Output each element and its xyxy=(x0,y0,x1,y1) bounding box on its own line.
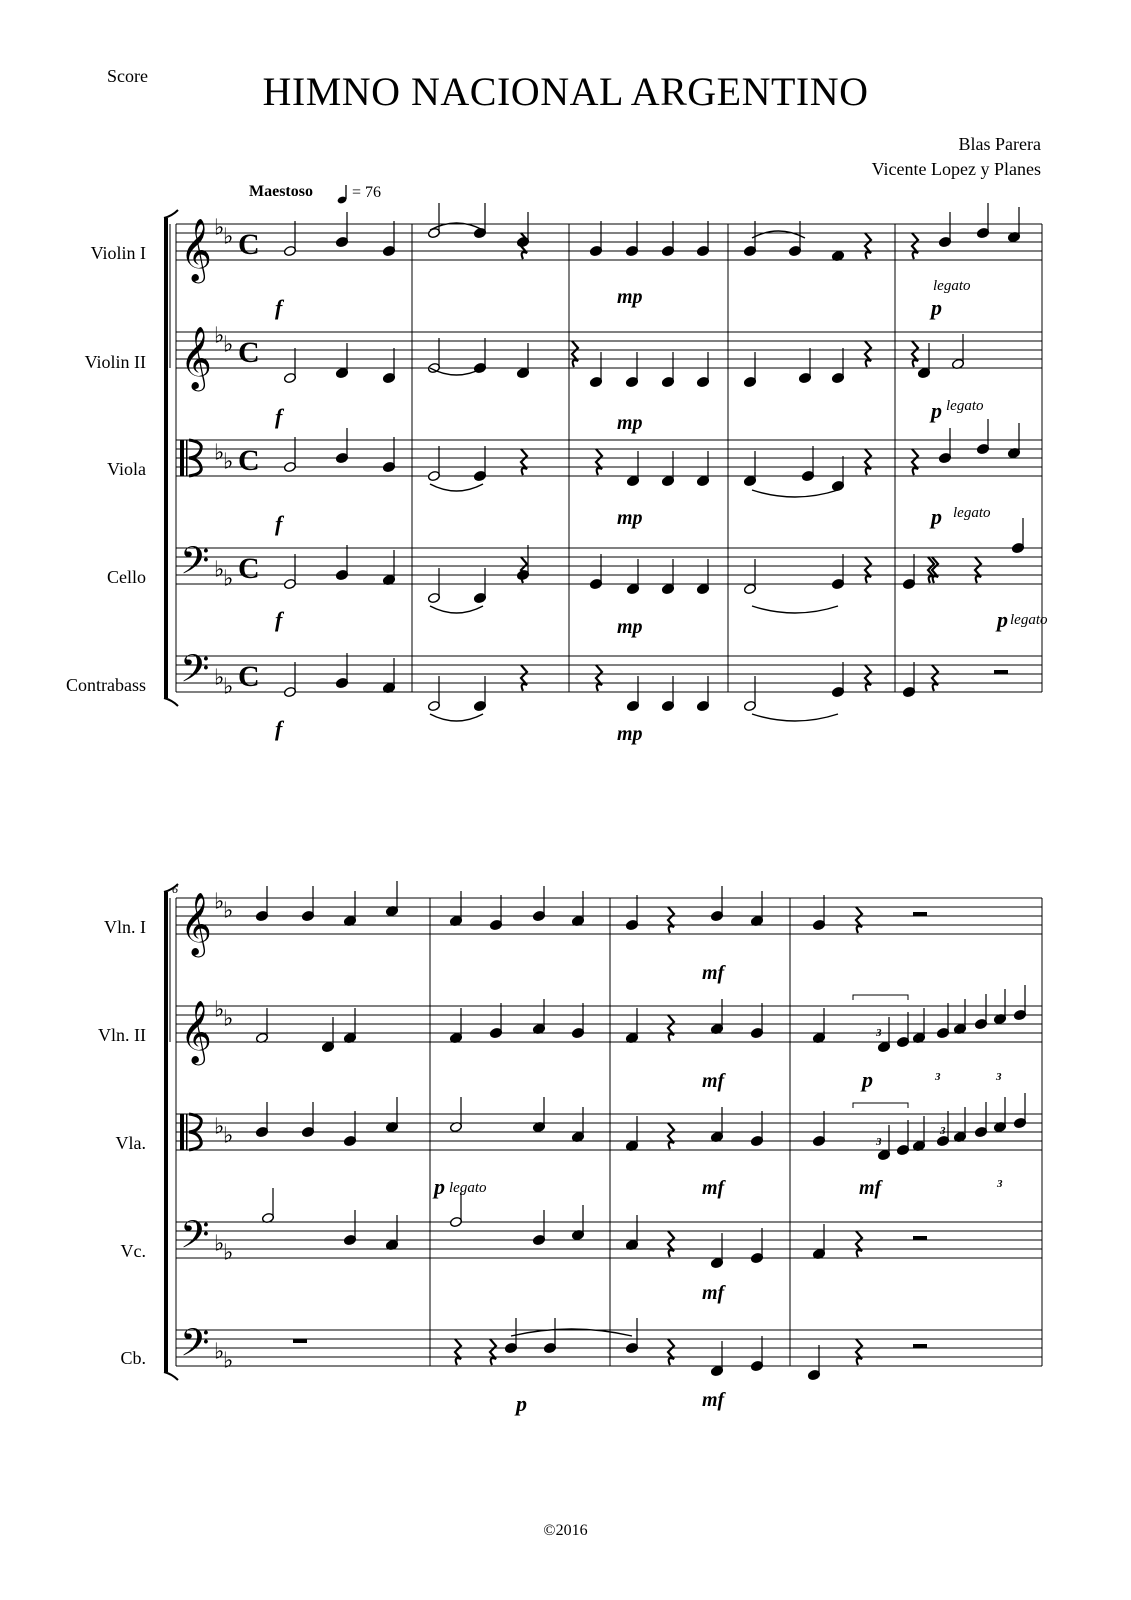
note xyxy=(831,554,844,590)
note xyxy=(743,352,756,388)
copyright: ©2016 xyxy=(543,1522,588,1539)
quarter-rest-icon xyxy=(596,665,602,691)
note xyxy=(283,221,296,257)
note xyxy=(625,352,638,388)
note xyxy=(750,1003,763,1039)
note xyxy=(812,1111,825,1147)
lyricist: Vicente Lopez y Planes xyxy=(871,159,1041,179)
note xyxy=(625,1008,638,1044)
note xyxy=(812,895,825,931)
flat-icon: ♭ xyxy=(223,897,234,923)
note xyxy=(489,895,502,931)
note xyxy=(532,999,545,1035)
common-time-icon: C xyxy=(238,444,260,477)
note xyxy=(427,446,440,482)
quarter-rest-icon xyxy=(932,665,938,691)
note xyxy=(798,348,811,384)
bracket-hook xyxy=(164,1372,178,1380)
measure-number: 6 xyxy=(172,882,178,896)
dynamic-mf: mf xyxy=(859,1177,882,1199)
note xyxy=(589,352,602,388)
note xyxy=(1011,518,1024,554)
note xyxy=(696,451,709,487)
flat-icon: ♭ xyxy=(223,1347,234,1373)
system-bracket xyxy=(164,218,168,698)
flat-icon: ♭ xyxy=(223,448,234,474)
note xyxy=(343,891,356,927)
quarter-rest-icon xyxy=(865,449,871,475)
flat-icon: ♭ xyxy=(223,331,234,357)
note xyxy=(661,676,674,712)
half-rest-icon xyxy=(913,912,927,916)
note xyxy=(473,568,486,604)
marking-legato: legato xyxy=(1010,612,1048,628)
dynamic-f: f xyxy=(275,404,283,429)
note xyxy=(801,446,814,482)
note xyxy=(335,343,348,379)
note xyxy=(993,1097,1006,1133)
note xyxy=(261,1188,274,1224)
quarter-rest-icon xyxy=(455,1339,461,1365)
quarter-rest-icon xyxy=(572,341,578,367)
note xyxy=(532,1097,545,1133)
tempo-marking: Maestoso xyxy=(249,183,313,200)
bass-clef-icon: 𝄢 xyxy=(180,1322,210,1373)
common-time-icon: C xyxy=(238,660,260,693)
note xyxy=(382,221,395,257)
quarter-rest-icon xyxy=(975,557,981,583)
dynamic-mp: mp xyxy=(617,723,643,745)
system-2 xyxy=(164,881,1042,1381)
note xyxy=(382,550,395,586)
note xyxy=(382,437,395,473)
note xyxy=(831,662,844,698)
note xyxy=(571,891,584,927)
note xyxy=(625,1215,638,1251)
note xyxy=(750,1336,763,1372)
note xyxy=(976,203,989,239)
dynamic-p: p xyxy=(997,607,1008,632)
note xyxy=(917,343,930,379)
note xyxy=(449,1192,462,1228)
flat-icon: ♭ xyxy=(214,1113,225,1139)
system-bracket xyxy=(164,892,168,1372)
quarter-rest-icon xyxy=(865,557,871,583)
dynamic-mf: mf xyxy=(702,1070,725,1092)
flat-icon: ♭ xyxy=(214,322,225,348)
dynamic-mf: mf xyxy=(702,1177,725,1199)
alto-clef-bar xyxy=(180,440,184,476)
dynamic-p: p xyxy=(931,504,942,529)
note xyxy=(473,203,486,239)
note xyxy=(1007,207,1020,243)
note xyxy=(938,212,951,248)
note xyxy=(976,419,989,455)
note xyxy=(626,559,639,595)
common-time-icon: C xyxy=(238,228,260,261)
bracket-hook xyxy=(164,210,178,218)
treble-clef-icon: 𝄞 xyxy=(180,894,212,954)
note xyxy=(571,1107,584,1143)
note xyxy=(625,895,638,931)
bass-clef-icon: 𝄢 xyxy=(180,1214,210,1265)
dynamic-p: p xyxy=(516,1391,527,1416)
note xyxy=(571,1003,584,1039)
half-rest-icon xyxy=(913,1344,927,1348)
note xyxy=(589,554,602,590)
flat-icon: ♭ xyxy=(223,565,234,591)
quarter-rest-icon xyxy=(521,449,527,475)
instrument-label-contrabass: Contrabass xyxy=(66,675,146,695)
instrument-label-vln-2: Vln. II xyxy=(98,1025,146,1045)
marking-legato: legato xyxy=(449,1180,487,1196)
slur xyxy=(430,606,483,613)
note xyxy=(385,1215,398,1251)
note xyxy=(283,554,296,590)
slur xyxy=(430,484,483,491)
note xyxy=(427,338,440,374)
note xyxy=(449,1008,462,1044)
triplet-number: 3 xyxy=(997,1178,1003,1190)
dynamic-f: f xyxy=(275,511,283,536)
system-1 xyxy=(164,203,1042,721)
note xyxy=(743,451,756,487)
flat-icon: ♭ xyxy=(214,556,225,582)
treble-clef-icon: 𝄞 xyxy=(180,1002,212,1062)
note xyxy=(532,886,545,922)
note xyxy=(255,1008,268,1044)
note xyxy=(382,348,395,384)
note xyxy=(902,662,915,698)
dynamic-mp: mp xyxy=(617,286,643,308)
dynamic-p: p xyxy=(931,398,942,423)
quarter-rest-icon xyxy=(668,1123,674,1149)
note xyxy=(255,886,268,922)
note xyxy=(516,343,529,379)
note xyxy=(710,1233,723,1269)
note xyxy=(710,1107,723,1143)
note xyxy=(449,1097,462,1133)
instrument-label-cb: Cb. xyxy=(120,1348,146,1368)
flat-icon: ♭ xyxy=(223,1122,234,1148)
piece-title: HIMNO NACIONAL ARGENTINO xyxy=(262,69,869,114)
note xyxy=(343,1008,356,1044)
note xyxy=(710,1341,723,1377)
note xyxy=(750,1228,763,1264)
flat-icon: ♭ xyxy=(223,673,234,699)
quarter-rest-icon xyxy=(912,233,918,259)
alto-clef-bar xyxy=(180,1114,184,1150)
flat-icon: ♭ xyxy=(223,223,234,249)
note xyxy=(953,1107,966,1143)
note xyxy=(743,676,756,712)
flat-icon: ♭ xyxy=(214,1230,225,1256)
dynamic-f: f xyxy=(275,607,283,632)
note xyxy=(473,338,486,374)
slur xyxy=(430,714,483,721)
note xyxy=(912,1116,925,1152)
marking-legato: legato xyxy=(933,278,971,294)
marking-legato: legato xyxy=(953,505,991,521)
instrument-label-violin-2: Violin II xyxy=(84,352,146,372)
note xyxy=(626,676,639,712)
note xyxy=(974,1102,987,1138)
note xyxy=(625,221,638,257)
note xyxy=(335,653,348,689)
common-time-icon: C xyxy=(238,552,260,585)
flat-icon: ♭ xyxy=(214,439,225,465)
note xyxy=(807,1345,820,1381)
note xyxy=(951,334,964,370)
note xyxy=(283,662,296,698)
bass-clef-icon: 𝄢 xyxy=(180,540,210,591)
note xyxy=(301,886,314,922)
quarter-rest-icon xyxy=(865,233,871,259)
alto-clef-bar xyxy=(186,1114,188,1150)
note xyxy=(696,352,709,388)
note xyxy=(896,1120,909,1156)
dynamic-p: p xyxy=(931,295,942,320)
triplet-number: 3 xyxy=(940,1125,946,1137)
triplet-number: 3 xyxy=(876,1136,882,1148)
half-rest-icon xyxy=(913,1236,927,1240)
treble-clef-icon: 𝄞 xyxy=(180,328,212,388)
slur xyxy=(752,231,805,238)
quarter-rest-icon xyxy=(856,1231,862,1257)
note xyxy=(571,1205,584,1241)
note xyxy=(831,348,844,384)
dynamic-mp: mp xyxy=(617,412,643,434)
dynamic-mp: mp xyxy=(617,616,643,638)
alto-clef-bar xyxy=(186,440,188,476)
note xyxy=(974,994,987,1030)
score-label: Score xyxy=(107,66,148,86)
note xyxy=(696,221,709,257)
tempo-value: = 76 xyxy=(352,184,382,201)
note xyxy=(812,1224,825,1260)
bass-clef-icon: 𝄢 xyxy=(180,648,210,699)
flat-icon: ♭ xyxy=(214,664,225,690)
note xyxy=(696,676,709,712)
flat-icon: ♭ xyxy=(214,996,225,1022)
triplet-bracket xyxy=(853,995,908,1000)
quarter-rest-icon xyxy=(668,907,674,933)
note xyxy=(335,428,348,464)
quarter-rest-icon xyxy=(912,449,918,475)
triplet-bracket xyxy=(853,1103,908,1108)
triplet-number: 3 xyxy=(935,1071,941,1083)
quarter-rest-icon xyxy=(865,341,871,367)
dynamic-p: p xyxy=(862,1067,873,1092)
flat-icon: ♭ xyxy=(214,214,225,240)
note xyxy=(743,221,756,257)
note xyxy=(473,676,486,712)
note xyxy=(953,999,966,1035)
note xyxy=(385,881,398,917)
note xyxy=(993,989,1006,1025)
note xyxy=(812,1008,825,1044)
note xyxy=(936,1003,949,1039)
instrument-label-vln-1: Vln. I xyxy=(104,917,146,937)
note xyxy=(896,1012,909,1048)
quarter-rest-icon xyxy=(521,665,527,691)
common-time-icon: C xyxy=(238,336,260,369)
note xyxy=(283,437,296,473)
note xyxy=(710,886,723,922)
note xyxy=(321,1017,334,1053)
note xyxy=(335,212,348,248)
note xyxy=(1007,423,1020,459)
note xyxy=(1013,985,1026,1021)
quarter-rest-icon xyxy=(856,907,862,933)
triplet-number: 3 xyxy=(876,1027,882,1039)
note xyxy=(661,221,674,257)
quarter-rest-icon xyxy=(912,341,918,367)
marking-legato: legato xyxy=(946,398,984,414)
flat-icon: ♭ xyxy=(214,888,225,914)
dynamic-p: p xyxy=(434,1174,445,1199)
note xyxy=(516,212,529,248)
treble-clef-icon: 𝄞 xyxy=(180,220,212,280)
dynamic-f: f xyxy=(275,716,283,741)
dynamic-mf: mf xyxy=(702,1389,725,1411)
note xyxy=(626,451,639,487)
flat-icon: ♭ xyxy=(223,1005,234,1031)
note xyxy=(710,999,723,1035)
note xyxy=(489,1003,502,1039)
note xyxy=(343,1111,356,1147)
quarter-rest-icon xyxy=(865,665,871,691)
triplet-number: 3 xyxy=(996,1071,1002,1083)
note xyxy=(902,554,915,590)
note xyxy=(625,1116,638,1152)
note xyxy=(382,658,395,694)
flat-icon: ♭ xyxy=(223,1239,234,1265)
half-rest-icon xyxy=(994,670,1008,674)
note xyxy=(831,456,844,492)
note xyxy=(661,352,674,388)
note xyxy=(912,1008,925,1044)
quarter-rest-icon xyxy=(490,1339,496,1365)
whole-rest-icon xyxy=(293,1339,307,1343)
note xyxy=(661,559,674,595)
note xyxy=(938,428,951,464)
quarter-rest-icon xyxy=(932,557,938,583)
quarter-rest-icon xyxy=(668,1339,674,1365)
note xyxy=(543,1318,556,1354)
instrument-label-vla: Vla. xyxy=(115,1133,146,1153)
instrument-label-cello: Cello xyxy=(107,567,146,587)
note xyxy=(750,1111,763,1147)
note xyxy=(255,1102,268,1138)
bracket-hook xyxy=(164,698,178,706)
note xyxy=(532,1210,545,1246)
slur xyxy=(752,606,838,613)
slur xyxy=(752,714,838,721)
note xyxy=(385,1097,398,1133)
note xyxy=(589,221,602,257)
instrument-label-viola: Viola xyxy=(107,459,146,479)
note xyxy=(301,1102,314,1138)
note xyxy=(743,559,756,595)
note xyxy=(427,568,440,604)
note xyxy=(788,221,801,257)
dynamic-f: f xyxy=(275,295,283,320)
instrument-label-vc: Vc. xyxy=(120,1241,146,1261)
composer: Blas Parera xyxy=(958,134,1041,154)
note xyxy=(449,891,462,927)
quarter-rest-icon xyxy=(668,1231,674,1257)
note xyxy=(343,1210,356,1246)
note xyxy=(696,559,709,595)
note xyxy=(1013,1093,1026,1129)
dynamic-mf: mf xyxy=(702,1282,725,1304)
quarter-rest-icon xyxy=(668,1015,674,1041)
note xyxy=(427,676,440,712)
quarter-rest-icon xyxy=(856,1339,862,1365)
note xyxy=(473,446,486,482)
dynamic-mp: mp xyxy=(617,507,643,529)
note xyxy=(335,545,348,581)
note xyxy=(427,203,440,239)
instrument-label-violin-1: Violin I xyxy=(90,243,146,263)
dynamic-mf: mf xyxy=(702,962,725,984)
slur xyxy=(752,490,838,497)
note xyxy=(750,891,763,927)
quarter-rest-icon xyxy=(596,449,602,475)
flat-icon: ♭ xyxy=(214,1338,225,1364)
note xyxy=(661,451,674,487)
note xyxy=(283,348,296,384)
